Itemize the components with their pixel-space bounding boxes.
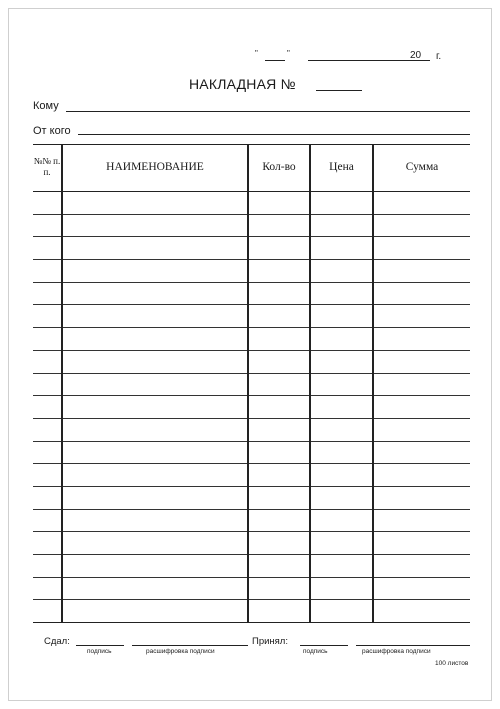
table-row: [33, 441, 470, 442]
table-row: [33, 350, 470, 351]
handed-over-label: Сдал:: [44, 636, 70, 647]
table-bottom-border: [33, 622, 470, 623]
received-transcript-caption: расшифровка подписи: [362, 648, 431, 655]
col-header-number: №№ п. п.: [33, 156, 61, 177]
handed-over-signature-caption: подпись: [87, 648, 112, 655]
table-row: [33, 259, 470, 260]
table-row: [33, 236, 470, 237]
received-signature-line[interactable]: [300, 645, 348, 646]
col-header-name: НАИМЕНОВАНИЕ: [106, 161, 204, 173]
handed-over-signature-line[interactable]: [76, 645, 124, 646]
table-top-border: [33, 144, 470, 145]
page-title: НАКЛАДНАЯ №: [189, 76, 296, 92]
table-row: [33, 214, 470, 215]
received-transcript-line[interactable]: [356, 645, 470, 646]
table-row: [33, 373, 470, 374]
from-label: От кого: [33, 125, 71, 137]
col-header-sum: Сумма: [405, 161, 439, 173]
received-label: Принял:: [252, 636, 288, 647]
table-row: [33, 509, 470, 510]
handed-over-transcript-line[interactable]: [132, 645, 248, 646]
table-row: [33, 599, 470, 600]
handed-over-transcript-caption: расшифровка подписи: [146, 648, 215, 655]
date-year-suffix: г.: [436, 51, 442, 62]
table-row: [33, 486, 470, 487]
col-header-price: Цена: [329, 161, 354, 173]
table-row: [33, 395, 470, 396]
column-divider: [372, 144, 374, 622]
table-row: [33, 577, 470, 578]
column-divider: [309, 144, 311, 622]
date-open-quote: ": [255, 49, 258, 58]
table-row: [33, 554, 470, 555]
column-divider: [247, 144, 249, 622]
col-header-quantity: Кол-во: [262, 161, 296, 173]
date-year-prefix: 20: [410, 50, 422, 61]
table-row: [33, 463, 470, 464]
table-header-border: [33, 191, 470, 192]
table-row: [33, 531, 470, 532]
table-row: [33, 304, 470, 305]
received-signature-caption: подпись: [303, 648, 328, 655]
column-divider: [61, 144, 63, 622]
sheet-count-note: 100 листов: [435, 660, 469, 667]
table-row: [33, 418, 470, 419]
table-row: [33, 282, 470, 283]
table-row: [33, 327, 470, 328]
date-close-quote: ": [287, 49, 290, 58]
to-label: Кому: [33, 100, 59, 112]
